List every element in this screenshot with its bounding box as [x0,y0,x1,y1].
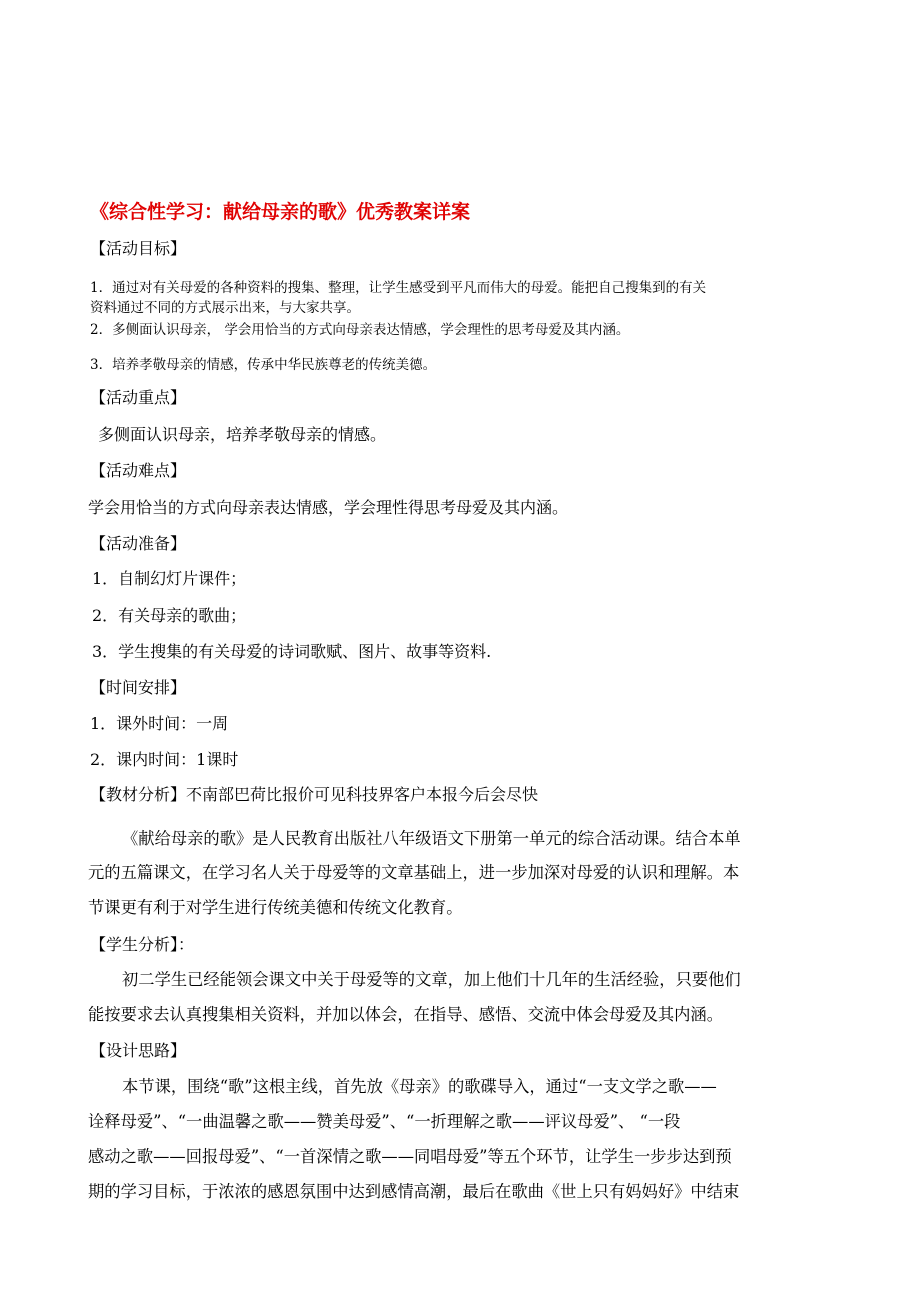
design-line-2: 诠释母爱”、“一曲温馨之歌——赞美母爱”、“一折理解之歌——评议母爱”、 “一段 [88,1112,681,1131]
material-analysis-line-2: 元的五篇课文，在学习名人关于母爱等的文章基础上，进一步加深对母爱的认识和理解。本 [88,863,740,882]
design-line-3: 感动之歌——回报母爱”、“一首深情之歌——同唱母爱”等五个环节，让学生一步步达到预 [88,1147,732,1166]
preparation-item-1: 1．自制幻灯片课件； [92,569,247,588]
goals-item-1-cont: 资料通过不同的方式展示出来，与大家共享。 [90,300,360,316]
student-analysis-heading: 【学生分析】： [90,935,195,954]
material-analysis-line-1: 《献给母亲的歌》是人民教育出版社八年级语文下册第一单元的综合活动课。结合本单 [122,829,741,848]
document-title: 《综合性学习：献给母亲的歌》优秀教案详案 [90,201,471,223]
preparation-item-3: 3．学生搜集的有关母爱的诗词歌赋、图片、故事等资料. [92,642,492,661]
key-points-text: 多侧面认识母亲，培养孝敬母亲的情感。 [98,425,387,444]
schedule-item-2: 2．课内时间：1课时 [90,750,239,769]
goals-heading: 【活动目标】 [90,239,187,258]
design-line-4: 期的学习目标，于浓浓的感恩氛围中达到感情高潮，最后在歌曲《世上只有妈妈好》中结束 [88,1182,740,1201]
difficulties-heading: 【活动难点】 [90,461,187,480]
goals-item-2: 2．多侧面认识母亲， 学会用恰当的方式向母亲表达情感，学会理性的思考母爱及其内涵。 [90,322,630,338]
student-analysis-line-1: 初二学生已经能领会课文中关于母爱等的文章，加上他们十几年的生活经验，只要他们 [122,970,741,989]
design-line-1: 本节课，围绕“歌”这根主线，首先放《母亲》的歌碟导入，通过“一支文学之歌—— [122,1077,717,1096]
goals-item-1: 1．通过对有关母爱的各种资料的搜集、整理，让学生感受到平凡而伟大的母爱。能把自己搜集到的有关 [90,280,707,296]
difficulties-text: 学会用恰当的方式向母亲表达情感，学会理性得思考母爱及其内涵。 [88,498,569,517]
material-analysis-heading: 【教材分析】不南部巴荷比报价可见科技界客户本报今后会尽快 [90,785,539,804]
schedule-item-1: 1．课外时间：一周 [90,714,229,733]
key-points-heading: 【活动重点】 [90,388,187,407]
material-analysis-line-3: 节课更有利于对学生进行传统美德和传统文化教育。 [88,898,463,917]
schedule-heading: 【时间安排】 [90,678,187,697]
student-analysis-line-2: 能按要求去认真搜集相关资料，并加以体会，在指导、感悟、交流中体会母爱及其内涵。 [88,1005,723,1024]
goals-item-3: 3．培养孝敬母亲的情感，传承中华民族尊老的传统美德。 [90,357,437,373]
preparation-item-2: 2．有关母亲的歌曲； [92,606,247,625]
preparation-heading: 【活动准备】 [90,534,187,553]
design-heading: 【设计思路】 [90,1041,187,1060]
